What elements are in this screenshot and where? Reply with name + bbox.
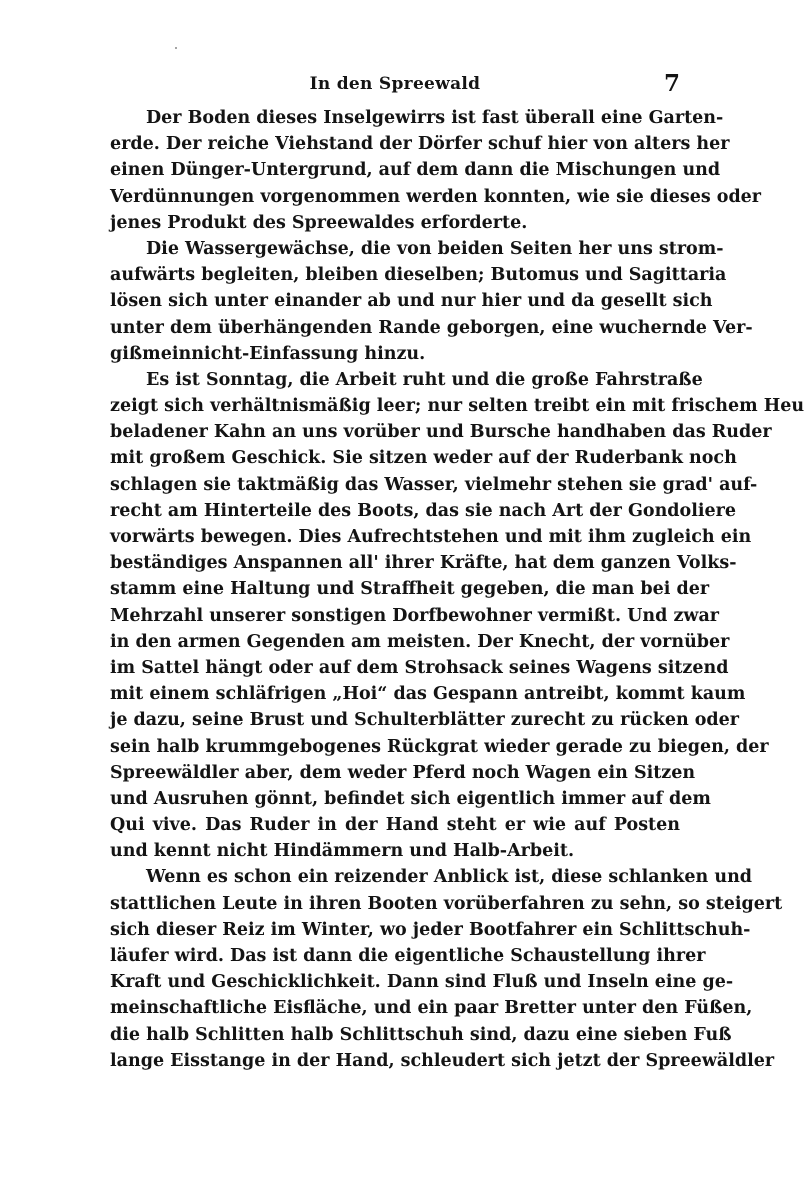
text-line: Die Wassergewächse, die von beiden Seiten her uns strom- <box>146 238 724 259</box>
text-line: in den armen Gegenden am meisten. Der Knecht, der vornüber <box>110 631 730 652</box>
text-line: Der Boden dieses Inselgewirrs ist fast überall eine Garten- <box>146 108 724 128</box>
running-head <box>110 70 680 100</box>
text-line: unter dem überhängenden Rande geborgen, eine wuchernde Ver- <box>110 317 753 338</box>
text-line: gißmeinnicht-Einfassung hinzu. <box>110 343 426 364</box>
text-line: Verdünnungen vorgenommen werden konnten, wie sie dieses oder <box>110 186 762 207</box>
text-line: lösen sich unter einander ab und nur hier und da gesellt sich <box>110 291 713 312</box>
text-line: beladener Kahn an uns vorüber und Bursche handhaben das Ruder <box>110 422 772 443</box>
text-line: stamm eine Haltung und Straffheit gegeben, die man bei der <box>110 579 710 600</box>
text-line: schlagen sie taktmäßig das Wasser, vielmehr stehen sie grad' auf- <box>110 474 758 495</box>
text-line: und kennt nicht Hindämmern und Halb-Arbeit. <box>110 841 575 862</box>
text-line: Qui vive. Das Ruder in der Hand steht er wie auf Posten <box>110 815 680 836</box>
text-line: Es ist Sonntag, die Arbeit ruht und die große Fahrstraße <box>146 369 703 390</box>
text-line: mit einem schläfrigen „Hoi“ das Gespann antreibt, kommt kaum <box>110 684 746 705</box>
text-line: im Sattel hängt oder auf dem Strohsack seines Wagens sitzend <box>110 657 729 678</box>
text-line: und Ausruhen gönnt, befindet sich eigentlich immer auf dem <box>110 788 711 809</box>
running-title: In den Spreewald <box>309 74 481 94</box>
text-line: meinschaftliche Eisfläche, und ein paar Bretter unter den Füßen, <box>110 998 753 1019</box>
text-line: Wenn es schon ein reizender Anblick ist, diese schlanken und <box>146 867 753 888</box>
text-line: Kraft und Geschicklichkeit. Dann sind Fluß und Inseln eine ge- <box>110 972 734 993</box>
text-line: aufwärts begleiten, bleiben dieselben; Butomus und Sagittaria <box>110 265 727 286</box>
text-line: je dazu, seine Brust und Schulterblätter zurecht zu rücken oder <box>110 710 740 731</box>
text-line: beständiges Anspannen all' ihrer Kräfte, hat dem ganzen Volks- <box>110 553 737 574</box>
text-line: einen Dünger-Untergrund, auf dem dann die Mischungen und <box>110 160 721 181</box>
text-line: zeigt sich verhältnismäßig leer; nur selten treibt ein mit frischem Heu <box>110 396 804 417</box>
text-line: die halb Schlitten halb Schlittschuh sind, dazu eine sieben Fuß <box>110 1024 732 1045</box>
text-line: jenes Produkt des Spreewaldes erforderte. <box>110 212 528 233</box>
text-line: Mehrzahl unserer sonstigen Dorfbewohner vermißt. Und zwar <box>110 605 720 626</box>
paper-speck <box>175 47 177 49</box>
text-line: läufer wird. Das ist dann die eigentliche Schaustellung ihrer <box>110 946 706 966</box>
text-line: stattlichen Leute in ihren Booten vorüberfahren zu sehn, so steigert <box>110 893 783 914</box>
text-line: mit großem Geschick. Sie sitzen weder auf der Ruderbank noch <box>110 448 737 469</box>
text-line: erde. Der reiche Viehstand der Dörfer schuf hier von alters her <box>110 134 730 155</box>
text-line: vorwärts bewegen. Dies Aufrechtstehen und mit ihm zugleich ein <box>110 527 752 547</box>
page-number: 7 <box>663 70 680 97</box>
text-line: lange Eisstange in der Hand, schleudert sich jetzt der Spreewäldler <box>110 1050 775 1071</box>
text-line: sich dieser Reiz im Winter, wo jeder Bootfahrer ein Schlittschuh- <box>110 919 751 940</box>
text-line: recht am Hinterteile des Boots, das sie nach Art der Gondoliere <box>110 500 736 521</box>
text-line: Spreewäldler aber, dem weder Pferd noch Wagen ein Sitzen <box>110 762 696 783</box>
text-line: sein halb krummgebogenes Rückgrat wieder gerade zu biegen, der <box>110 736 769 757</box>
body-text <box>110 105 804 1074</box>
